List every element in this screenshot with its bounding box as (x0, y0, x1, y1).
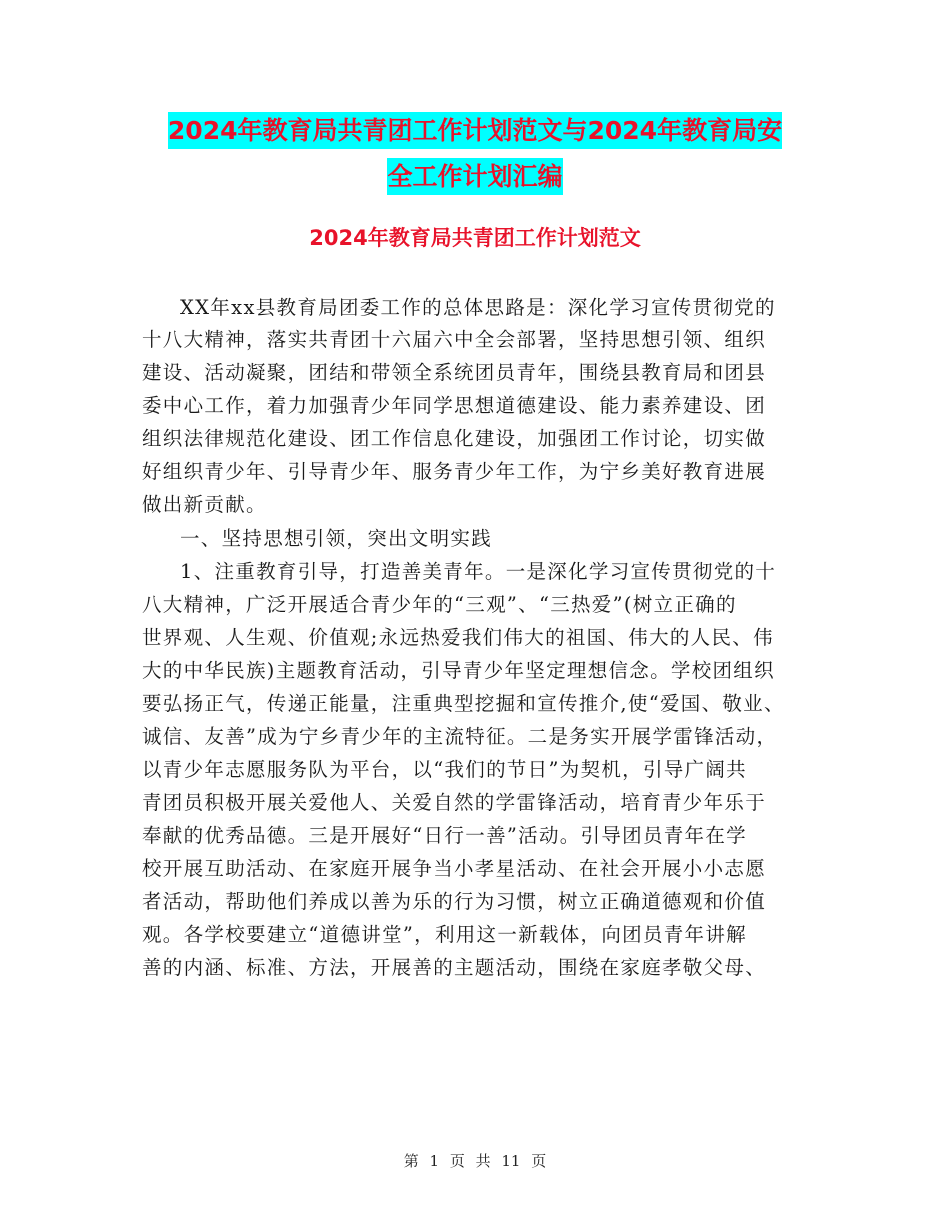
paragraph-line: 世界观、人生观、价值观;永远热爱我们伟大的祖国、伟大的人民、伟 (142, 626, 774, 649)
document-title-line-1 (0, 106, 950, 156)
paragraph-line: 善的内涵、标准、方法，开展善的主题活动，围绕在家庭孝敬父母、 (142, 956, 767, 979)
paragraph-line: 八大精神，广泛开展适合青少年的“三观”、“三热爱”(树立正确的 (142, 593, 737, 616)
paragraph-line: 校开展互助活动、在家庭开展争当小孝星活动、在社会开展小小志愿 (142, 857, 767, 880)
section-heading: 一、坚持思想引领，突出文明实践 (180, 527, 493, 550)
title-highlight: 全工作计划汇编 (387, 158, 562, 195)
section-title: 2024年教育局共青团工作计划范文 (309, 226, 641, 250)
paragraph-line: 观。各学校要建立“道德讲堂”，利用这一新载体，向团员青年讲解 (142, 923, 747, 946)
paragraph-line: 诚信、友善”成为宁乡青少年的主流特征。二是务实开展学雷锋活动， (142, 725, 778, 748)
document-title-line-2 (0, 152, 950, 202)
paragraph-line: 十八大精神，落实共青团十六届六中全会部署，坚持思想引领、组织 (142, 328, 767, 351)
paragraph-line: XX年xx县教育局团委工作的总体思路是：深化学习宣传贯彻党的 (180, 296, 776, 319)
paragraph-line: 1、注重教育引导，打造善美青年。一是深化学习宣传贯彻党的十 (180, 560, 777, 583)
paragraph-line: 青团员积极开展关爱他人、关爱自然的学雷锋活动，培育青少年乐于 (142, 791, 767, 814)
paragraph-line: 要弘扬正气，传递正能量，注重典型挖掘和宣传推介,使“爱国、敬业、 (142, 692, 785, 715)
paragraph-line: 做出新贡献。 (142, 493, 267, 516)
paragraph-line: 组织法律规范化建设、团工作信息化建设，加强团工作讨论，切实做 (142, 427, 767, 450)
page-footer: 第 1 页 共 11 页 (403, 1152, 547, 1170)
paragraph-line: 大的中华民族)主题教育活动，引导青少年坚定理想信念。学校团组织 (142, 659, 775, 682)
paragraph-line: 以青少年志愿服务队为平台，以“我们的节日”为契机，引导广阔共 (142, 758, 747, 781)
paragraph-line: 者活动，帮助他们养成以善为乐的行为习惯，树立正确道德观和价值 (142, 890, 767, 913)
paragraph-line: 委中心工作，着力加强青少年同学思想道德建设、能力素养建设、团 (142, 394, 767, 417)
paragraph-line: 奉献的优秀品德。三是开展好“日行一善”活动。引导团员青年在学 (142, 824, 747, 847)
title-highlight: 2024年教育局共青团工作计划范文与2024年教育局安 (168, 112, 782, 149)
paragraph-line: 建设、活动凝聚，团结和带领全系统团员青年，围绕县教育局和团县 (142, 361, 767, 384)
paragraph-line: 好组织青少年、引导青少年、服务青少年工作，为宁乡美好教育进展 (142, 460, 767, 483)
